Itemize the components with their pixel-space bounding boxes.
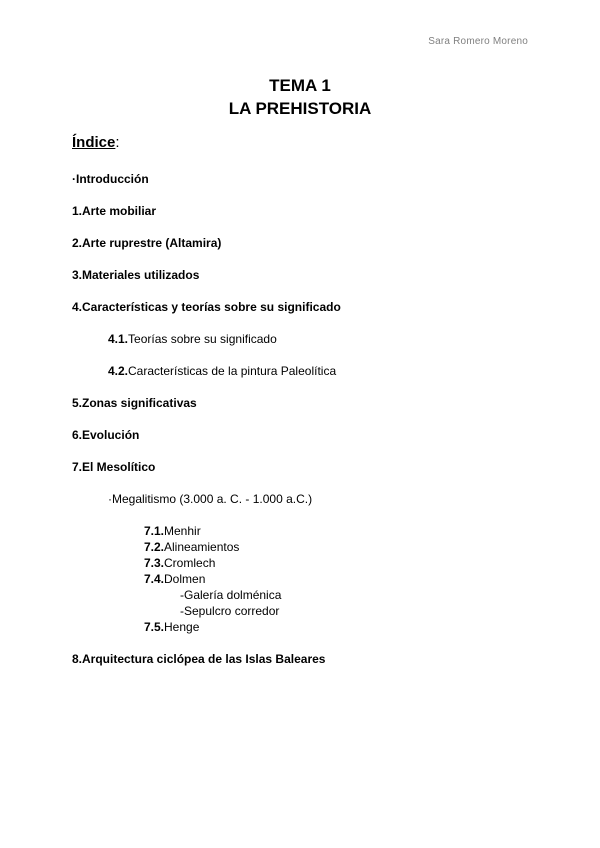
index-subitem-7-2 [144,540,239,554]
author-name: Sara Romero Moreno [428,36,528,47]
subitem-number: 4.2. [108,364,129,378]
subitem-text: Dolmen [164,572,206,586]
index-subitem-dolmen-sepulcro: -Sepulcro corredor [180,604,280,618]
subitem-text: Henge [164,620,200,634]
index-subitem-7-4 [144,572,205,586]
subitem-number: 7.5. [144,620,165,634]
subitem-text: Cromlech [164,556,216,570]
index-item-8: 8.Arquitectura ciclópea de las Islas Baleares [72,652,326,666]
subitem-text: Alineamientos [164,540,240,554]
subitem-number: 7.2. [144,540,165,554]
index-item-1: 1.Arte mobiliar [72,204,157,218]
title-line-2: LA PREHISTORIA [228,99,372,118]
index-subitem-7-1 [144,524,201,538]
index-subitem-7-3 [144,556,215,570]
index-subitem-4-1 [108,332,277,346]
index-subitem-4-2 [108,364,336,378]
index-item-7: 7.El Mesolítico [72,460,156,474]
subitem-text: Menhir [164,524,201,538]
index-heading [72,134,120,151]
index-heading-colon: : [115,134,120,151]
subitem-number: 7.3. [144,556,165,570]
index-item-6: 6.Evolución [72,428,140,442]
index-item-2: 2.Arte ruprestre (Altamira) [72,236,222,250]
subitem-number: 4.1. [108,332,129,346]
index-subitem-megalitismo: ·Megalitismo (3.000 a. C. - 1.000 a.C.) [108,492,313,506]
subitem-text: Características de la pintura Paleolítica [128,364,337,378]
subitem-text: Teorías sobre su significado [128,332,277,346]
index-heading-label: Índice [72,134,116,151]
index-item-3: 3.Materiales utilizados [72,268,200,282]
document-title [0,74,600,120]
subitem-number: 7.1. [144,524,165,538]
subitem-number: 7.4. [144,572,165,586]
index-subitem-7-5 [144,620,199,634]
index-item-5: 5.Zonas significativas [72,396,197,410]
index-subitem-dolmen-galeria: -Galería dolménica [180,588,282,602]
title-line-1: TEMA 1 [269,76,331,95]
index-item-intro: ·Introducción [72,172,149,186]
index-item-4: 4.Características y teorías sobre su significado [72,300,341,314]
